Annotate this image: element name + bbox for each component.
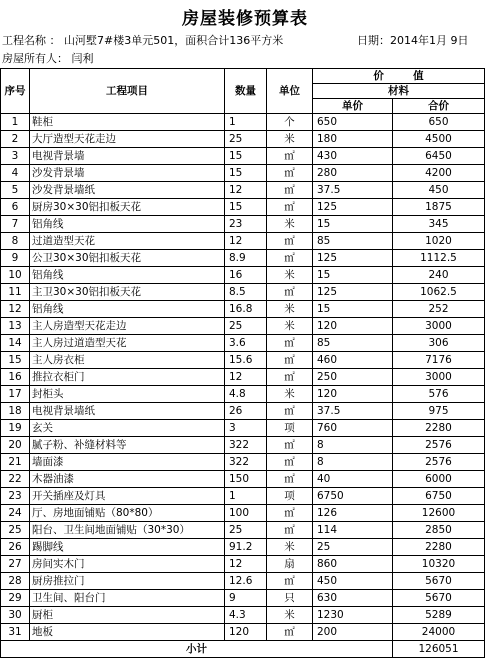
project-name: 工程名称 ： 山河墅7#楼3单元501，面积合计136平方米 [2, 34, 284, 47]
row-quantity: 150 [225, 471, 267, 488]
header-unit-price: 单价 [313, 99, 393, 114]
owner-line: 房屋所有人： 闫利 [2, 52, 94, 65]
row-total: 10320 [393, 556, 485, 573]
row-unit: ㎡ [267, 182, 313, 199]
row-unit-price: 120 [313, 318, 393, 335]
row-item: 主人房造型天花走边 [30, 318, 225, 335]
row-total: 2850 [393, 522, 485, 539]
row-number: 9 [1, 250, 30, 267]
table-row [1, 420, 485, 437]
row-number: 22 [1, 471, 30, 488]
row-quantity: 16 [225, 267, 267, 284]
row-unit-price: 25 [313, 539, 393, 556]
row-number: 14 [1, 335, 30, 352]
row-quantity: 8.5 [225, 284, 267, 301]
row-number: 5 [1, 182, 30, 199]
row-item: 铝角线 [30, 216, 225, 233]
row-unit: 个 [267, 114, 313, 131]
row-total: 3000 [393, 369, 485, 386]
page-title: 房屋装修预算表 [182, 9, 308, 29]
row-unit-price: 280 [313, 165, 393, 182]
row-item: 公卫30×30铝扣板天花 [30, 250, 225, 267]
table-row [1, 165, 485, 182]
row-quantity: 12 [225, 369, 267, 386]
table-row [1, 403, 485, 420]
row-total: 1020 [393, 233, 485, 250]
row-number: 2 [1, 131, 30, 148]
row-quantity: 12 [225, 556, 267, 573]
row-unit-price: 120 [313, 386, 393, 403]
row-unit-price: 450 [313, 573, 393, 590]
row-number: 7 [1, 216, 30, 233]
table-row [1, 522, 485, 539]
table-row [1, 437, 485, 454]
row-quantity: 3 [225, 420, 267, 437]
row-unit: ㎡ [267, 624, 313, 641]
budget-table [0, 68, 485, 658]
row-item: 玄关 [30, 420, 225, 437]
row-item: 主卫30×30铝扣板天花 [30, 284, 225, 301]
row-total: 6000 [393, 471, 485, 488]
header-row [1, 69, 485, 84]
table-row [1, 352, 485, 369]
table-row [1, 301, 485, 318]
row-number: 13 [1, 318, 30, 335]
row-quantity: 12 [225, 233, 267, 250]
row-total: 252 [393, 301, 485, 318]
row-item: 房间实木门 [30, 556, 225, 573]
table-row [1, 607, 485, 624]
row-total: 5670 [393, 573, 485, 590]
row-total: 6750 [393, 488, 485, 505]
row-item: 电视背景墙纸 [30, 403, 225, 420]
row-total: 450 [393, 182, 485, 199]
row-total: 24000 [393, 624, 485, 641]
row-number: 6 [1, 199, 30, 216]
row-item: 铝角线 [30, 301, 225, 318]
row-number: 4 [1, 165, 30, 182]
row-unit-price: 85 [313, 233, 393, 250]
row-unit-price: 40 [313, 471, 393, 488]
row-item: 推拉衣柜门 [30, 369, 225, 386]
row-number: 17 [1, 386, 30, 403]
row-unit-price: 650 [313, 114, 393, 131]
header-total: 合价 [393, 99, 485, 114]
row-number: 24 [1, 505, 30, 522]
project-date: 日期：2014年1月 9日 [357, 34, 469, 47]
row-unit: ㎡ [267, 573, 313, 590]
row-quantity: 15 [225, 199, 267, 216]
row-quantity: 8.9 [225, 250, 267, 267]
row-unit: 米 [267, 318, 313, 335]
row-unit: 只 [267, 590, 313, 607]
row-unit: ㎡ [267, 471, 313, 488]
table-row [1, 624, 485, 641]
row-total: 1062.5 [393, 284, 485, 301]
row-item: 厨房推拉门 [30, 573, 225, 590]
row-unit-price: 85 [313, 335, 393, 352]
row-unit-price: 125 [313, 199, 393, 216]
row-unit: 米 [267, 216, 313, 233]
row-quantity: 322 [225, 454, 267, 471]
row-number: 29 [1, 590, 30, 607]
row-quantity: 16.8 [225, 301, 267, 318]
row-item: 厅、房地面铺贴（80*80） [30, 505, 225, 522]
row-unit-price: 250 [313, 369, 393, 386]
subtotal-row [1, 641, 485, 658]
row-item: 厨房30×30铝扣板天花 [30, 199, 225, 216]
row-number: 19 [1, 420, 30, 437]
row-item: 阳台、卫生间地面铺贴（30*30） [30, 522, 225, 539]
row-quantity: 4.3 [225, 607, 267, 624]
row-unit: ㎡ [267, 454, 313, 471]
table-row [1, 488, 485, 505]
table-row [1, 131, 485, 148]
row-item: 大厅造型天花走边 [30, 131, 225, 148]
row-quantity: 322 [225, 437, 267, 454]
row-item: 过道造型天花 [30, 233, 225, 250]
header-qty: 数量 [225, 69, 267, 114]
row-total: 7176 [393, 352, 485, 369]
row-unit-price: 126 [313, 505, 393, 522]
row-unit: 项 [267, 420, 313, 437]
row-number: 26 [1, 539, 30, 556]
table-row [1, 284, 485, 301]
row-unit-price: 200 [313, 624, 393, 641]
row-total: 4500 [393, 131, 485, 148]
row-total: 1875 [393, 199, 485, 216]
row-unit: ㎡ [267, 505, 313, 522]
table-row [1, 539, 485, 556]
row-unit: ㎡ [267, 284, 313, 301]
table-row [1, 182, 485, 199]
row-quantity: 3.6 [225, 335, 267, 352]
row-unit: ㎡ [267, 369, 313, 386]
row-unit-price: 430 [313, 148, 393, 165]
row-quantity: 23 [225, 216, 267, 233]
row-unit-price: 630 [313, 590, 393, 607]
row-total: 345 [393, 216, 485, 233]
row-number: 18 [1, 403, 30, 420]
table-row [1, 233, 485, 250]
row-total: 2280 [393, 420, 485, 437]
row-number: 21 [1, 454, 30, 471]
header-no: 序号 [1, 69, 30, 114]
row-item: 铝角线 [30, 267, 225, 284]
row-unit: ㎡ [267, 352, 313, 369]
table-row [1, 335, 485, 352]
row-unit-price: 125 [313, 284, 393, 301]
row-total: 240 [393, 267, 485, 284]
table-row [1, 573, 485, 590]
row-item: 厨柜 [30, 607, 225, 624]
project-info-line [0, 32, 490, 50]
table-row [1, 114, 485, 131]
row-quantity: 100 [225, 505, 267, 522]
row-number: 12 [1, 301, 30, 318]
row-unit-price: 37.5 [313, 182, 393, 199]
header-material: 材料 [313, 84, 485, 99]
row-item: 沙发背景墙 [30, 165, 225, 182]
row-unit-price: 8 [313, 454, 393, 471]
row-total: 12600 [393, 505, 485, 522]
row-unit: ㎡ [267, 148, 313, 165]
row-unit-price: 15 [313, 301, 393, 318]
row-item: 封柜头 [30, 386, 225, 403]
row-unit: 米 [267, 131, 313, 148]
row-quantity: 1 [225, 488, 267, 505]
row-unit: ㎡ [267, 199, 313, 216]
row-number: 16 [1, 369, 30, 386]
row-quantity: 12 [225, 182, 267, 199]
row-quantity: 91.2 [225, 539, 267, 556]
row-unit: ㎡ [267, 250, 313, 267]
table-row [1, 556, 485, 573]
row-unit: ㎡ [267, 335, 313, 352]
row-item: 地板 [30, 624, 225, 641]
row-unit-price: 180 [313, 131, 393, 148]
row-item: 电视背景墙 [30, 148, 225, 165]
row-unit-price: 760 [313, 420, 393, 437]
table-row [1, 369, 485, 386]
row-unit: 米 [267, 539, 313, 556]
row-unit: ㎡ [267, 233, 313, 250]
row-number: 30 [1, 607, 30, 624]
row-unit-price: 37.5 [313, 403, 393, 420]
row-total: 576 [393, 386, 485, 403]
table-row [1, 199, 485, 216]
table-row [1, 505, 485, 522]
row-total: 2576 [393, 454, 485, 471]
subtotal-total: 126051 [393, 641, 485, 658]
row-unit: 扇 [267, 556, 313, 573]
row-unit-price: 6750 [313, 488, 393, 505]
table-row [1, 318, 485, 335]
header-unit: 单位 [267, 69, 313, 114]
table-row [1, 471, 485, 488]
row-quantity: 25 [225, 318, 267, 335]
table-row [1, 148, 485, 165]
row-quantity: 15 [225, 165, 267, 182]
row-number: 31 [1, 624, 30, 641]
row-unit: 项 [267, 488, 313, 505]
row-total: 975 [393, 403, 485, 420]
row-item: 木器油漆 [30, 471, 225, 488]
row-quantity: 26 [225, 403, 267, 420]
table-row [1, 267, 485, 284]
row-item: 踢脚线 [30, 539, 225, 556]
row-total: 5670 [393, 590, 485, 607]
subtotal-label: 小计 [1, 641, 393, 658]
row-unit-price: 1230 [313, 607, 393, 624]
row-unit: ㎡ [267, 522, 313, 539]
row-number: 25 [1, 522, 30, 539]
row-quantity: 9 [225, 590, 267, 607]
row-number: 8 [1, 233, 30, 250]
table-row [1, 386, 485, 403]
row-item: 鞋柜 [30, 114, 225, 131]
row-total: 2280 [393, 539, 485, 556]
row-unit-price: 125 [313, 250, 393, 267]
row-unit: ㎡ [267, 437, 313, 454]
row-total: 5289 [393, 607, 485, 624]
row-number: 20 [1, 437, 30, 454]
row-unit: 米 [267, 386, 313, 403]
header-item: 工程项目 [30, 69, 225, 114]
row-total: 2576 [393, 437, 485, 454]
row-unit-price: 460 [313, 352, 393, 369]
row-number: 15 [1, 352, 30, 369]
table-row [1, 590, 485, 607]
row-unit-price: 15 [313, 267, 393, 284]
row-number: 23 [1, 488, 30, 505]
row-number: 1 [1, 114, 30, 131]
row-total: 306 [393, 335, 485, 352]
row-number: 27 [1, 556, 30, 573]
row-unit-price: 15 [313, 216, 393, 233]
row-unit: ㎡ [267, 165, 313, 182]
row-item: 卫生间、阳台门 [30, 590, 225, 607]
row-total: 4200 [393, 165, 485, 182]
row-item: 腻子粉、补缝材料等 [30, 437, 225, 454]
row-unit: 米 [267, 301, 313, 318]
header-price-value: 价 值 [313, 69, 485, 84]
row-item: 沙发背景墙纸 [30, 182, 225, 199]
row-unit-price: 8 [313, 437, 393, 454]
table-row [1, 216, 485, 233]
row-number: 28 [1, 573, 30, 590]
row-total: 1112.5 [393, 250, 485, 267]
row-unit: ㎡ [267, 403, 313, 420]
row-total: 3000 [393, 318, 485, 335]
row-quantity: 12.6 [225, 573, 267, 590]
row-item: 墙面漆 [30, 454, 225, 471]
table-row [1, 250, 485, 267]
row-unit-price: 114 [313, 522, 393, 539]
row-unit: 米 [267, 267, 313, 284]
row-item: 主人房衣柜 [30, 352, 225, 369]
row-quantity: 4.8 [225, 386, 267, 403]
row-quantity: 25 [225, 131, 267, 148]
row-number: 11 [1, 284, 30, 301]
row-number: 3 [1, 148, 30, 165]
budget-rows [1, 114, 485, 641]
row-quantity: 15.6 [225, 352, 267, 369]
row-unit-price: 860 [313, 556, 393, 573]
row-total: 6450 [393, 148, 485, 165]
row-item: 开关插座及灯具 [30, 488, 225, 505]
row-quantity: 120 [225, 624, 267, 641]
row-total: 650 [393, 114, 485, 131]
row-quantity: 25 [225, 522, 267, 539]
row-number: 10 [1, 267, 30, 284]
row-quantity: 15 [225, 148, 267, 165]
row-quantity: 1 [225, 114, 267, 131]
table-row [1, 454, 485, 471]
row-unit: 米 [267, 607, 313, 624]
row-item: 主人房过道造型天花 [30, 335, 225, 352]
